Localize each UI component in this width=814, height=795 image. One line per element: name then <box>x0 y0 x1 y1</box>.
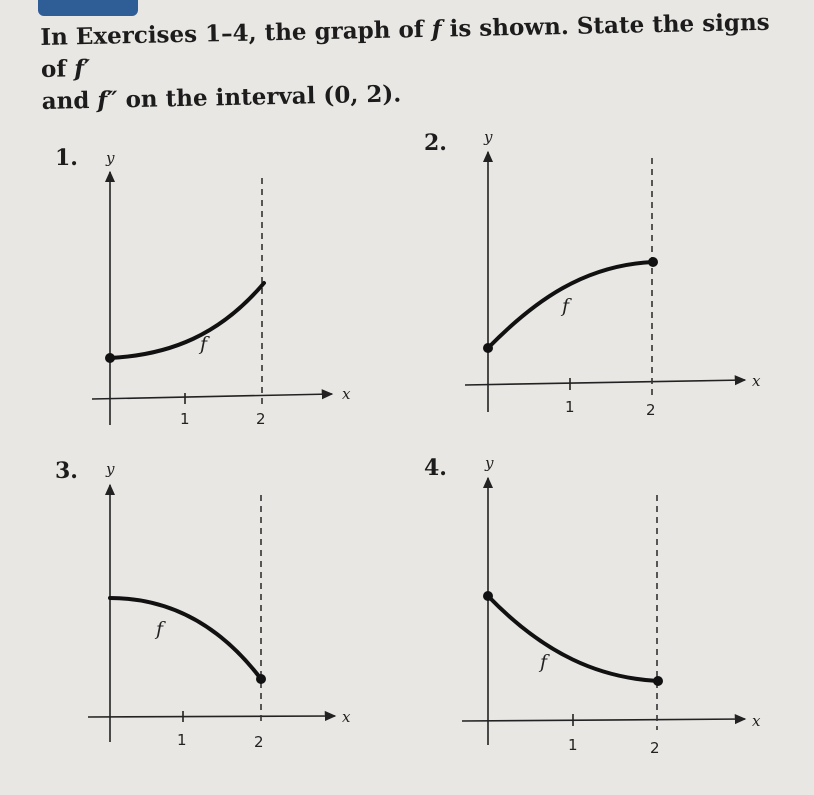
graph-4-end-point <box>653 676 663 686</box>
graph-3 <box>88 460 351 751</box>
graph-1-tick-label-1: 1 <box>180 410 190 428</box>
graph-3-y-label: y <box>106 460 115 478</box>
graph-2-tick-label-2: 2 <box>646 401 656 419</box>
graph-4-start-point <box>483 591 493 601</box>
graph-1-curve <box>110 283 264 358</box>
graph-2-end-point <box>648 257 658 267</box>
graph-2-x-label: x <box>752 372 761 390</box>
graph-1-y-label: y <box>106 149 115 167</box>
graph-4-tick-label-2: 2 <box>650 739 660 757</box>
prompt-text-3: and <box>41 86 98 115</box>
graph-2-f-label: f <box>562 295 570 317</box>
graph-4-tick-label-1: 1 <box>568 736 578 754</box>
graph-1-x-label: x <box>342 385 351 403</box>
graph-3-tick-label-2: 2 <box>254 733 264 751</box>
exercise-2-number: 2. <box>424 130 447 156</box>
prompt-fdouble: f″ <box>97 86 118 114</box>
graph-3-curve <box>110 598 261 679</box>
graph-1 <box>92 149 351 428</box>
graph-2-start-point <box>483 343 493 353</box>
graph-1-x-axis <box>92 394 332 399</box>
graph-1-tick-label-2: 2 <box>256 410 266 428</box>
graph-4-f-label: f <box>540 651 548 673</box>
graph-2-x-axis <box>465 380 745 385</box>
graph-4-x-label: x <box>752 712 761 730</box>
graph-4-y-label: y <box>485 454 494 472</box>
prompt-text-1: In Exercises 1–4, the graph of <box>40 15 432 51</box>
exercise-3-number: 3. <box>55 458 78 484</box>
graph-3-end-point <box>256 674 266 684</box>
graph-4-curve <box>488 596 658 681</box>
prompt-text-4: on the interval (0, 2). <box>117 80 402 114</box>
graph-2-y-label: y <box>484 128 493 146</box>
graph-3-f-label: f <box>156 618 164 640</box>
graph-2-tick-label-1: 1 <box>565 398 575 416</box>
prompt-text-2: is shown. State the signs of <box>40 8 770 83</box>
exercise-4-number: 4. <box>424 455 447 481</box>
graph-3-x-label: x <box>342 708 351 726</box>
prompt-fprime: f′ <box>73 54 91 83</box>
graph-1-start-point <box>105 353 115 363</box>
graph-3-x-axis <box>88 716 335 717</box>
graph-4 <box>462 454 761 757</box>
graph-2-curve <box>488 262 653 348</box>
graph-1-f-label: f <box>200 333 208 355</box>
prompt-f: f <box>431 15 442 43</box>
graph-4-x-axis <box>462 719 745 721</box>
exercise-1-number: 1. <box>55 145 78 171</box>
graph-3-tick-label-1: 1 <box>177 731 187 749</box>
graph-2 <box>465 128 761 419</box>
